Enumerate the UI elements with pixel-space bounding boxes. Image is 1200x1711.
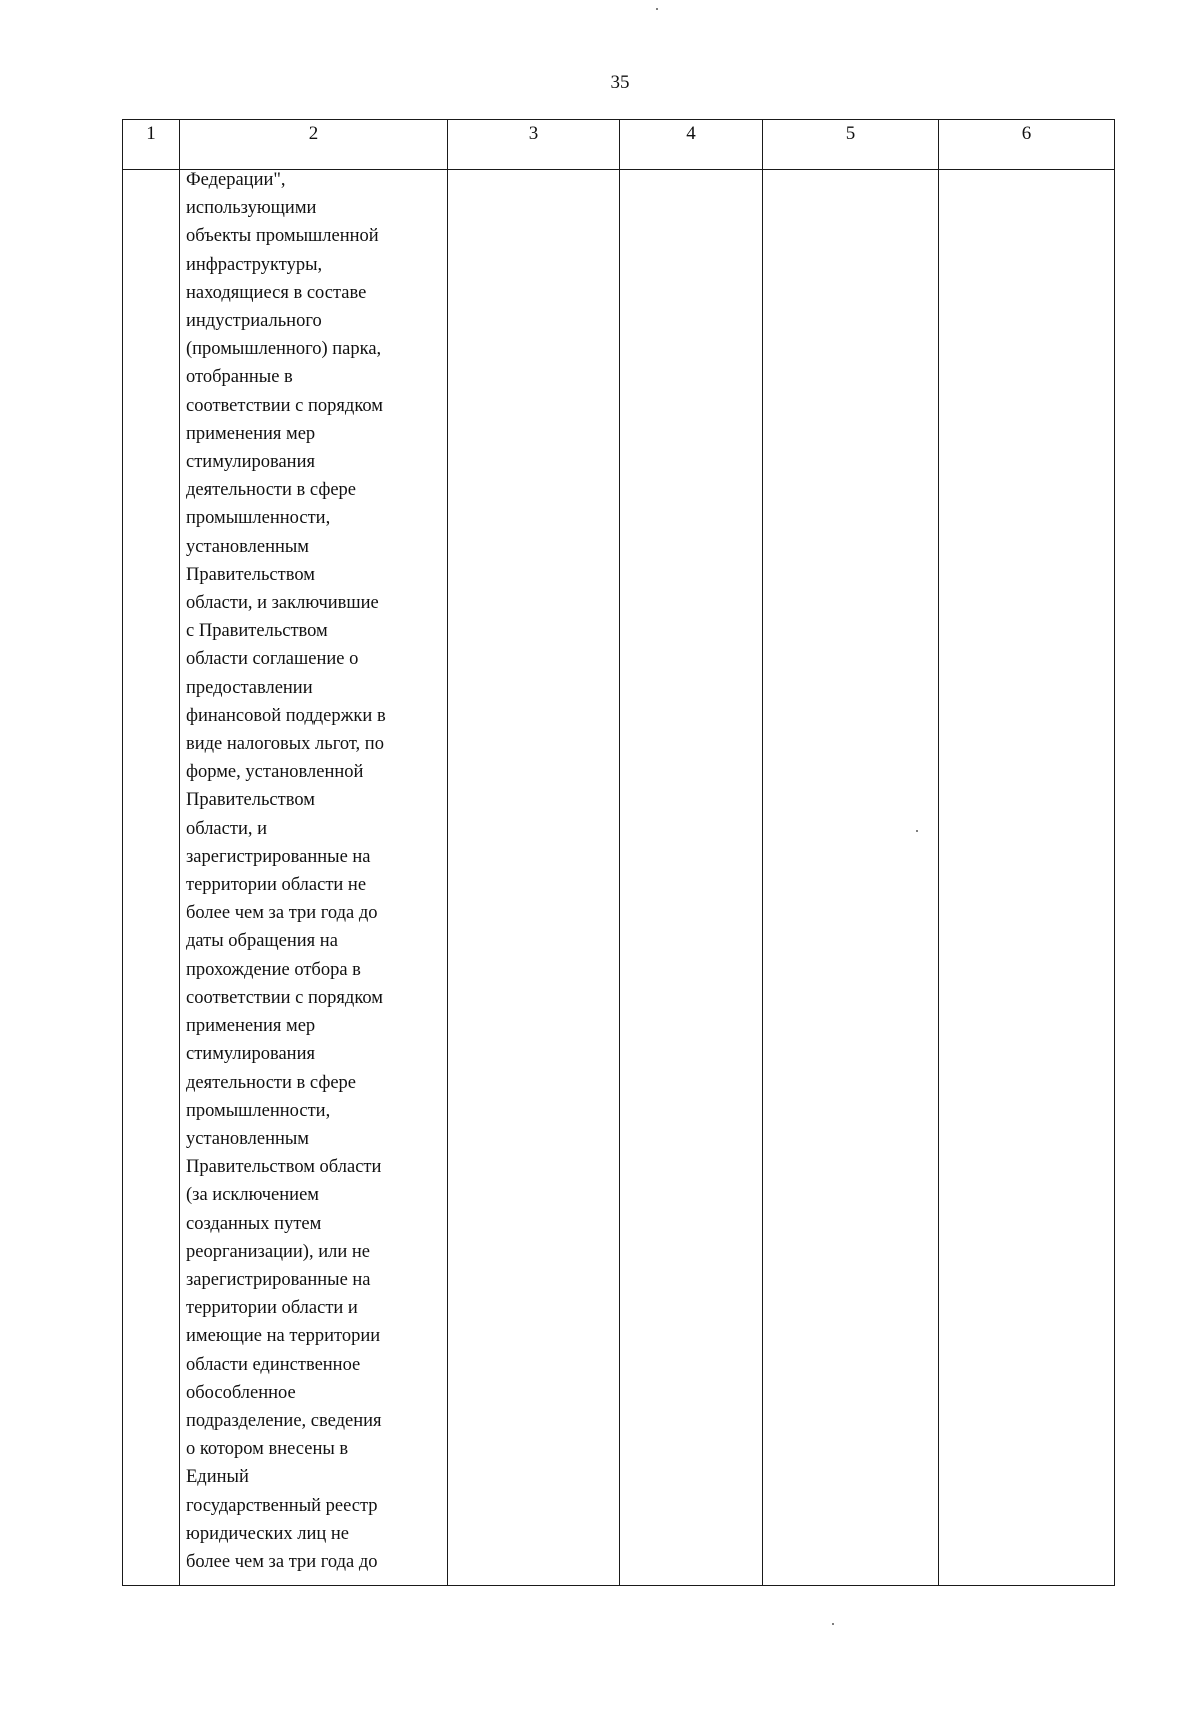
column-header-6: 6 xyxy=(939,120,1115,170)
cell-col-2 xyxy=(180,170,448,1586)
header-row xyxy=(123,120,1115,170)
cell-col-2-line: прохождение отбора в xyxy=(186,959,361,980)
cell-col-2-line: применения мер xyxy=(186,1016,316,1037)
cell-col-2-line: финансовой поддержки в xyxy=(186,705,386,726)
page-number: 35 xyxy=(610,72,630,93)
cell-col-1 xyxy=(123,170,180,1586)
cell-col-2-line: области, и заключившие xyxy=(186,593,379,614)
scan-speck xyxy=(656,8,658,10)
cell-col-2-line: более чем за три года до xyxy=(186,903,378,924)
cell-col-2-line: обособленное xyxy=(186,1382,296,1403)
column-header-1: 1 xyxy=(123,120,180,170)
cell-col-2-line: (промышленного) парка, xyxy=(186,339,382,360)
cell-col-2-line: созданных путем xyxy=(186,1213,322,1234)
column-header-5: 5 xyxy=(763,120,939,170)
scan-speck xyxy=(916,830,918,832)
cell-col-2-line: территории области и xyxy=(186,1298,358,1319)
continuation-table xyxy=(122,119,1115,1586)
cell-col-2-line: юридических лиц не xyxy=(186,1523,350,1544)
cell-col-2-line: предоставлении xyxy=(186,677,313,698)
column-header-3: 3 xyxy=(448,120,620,170)
cell-col-6 xyxy=(939,170,1115,1586)
cell-col-2-line: использующими xyxy=(186,198,317,219)
cell-col-2-line: находящиеся в составе xyxy=(186,282,367,303)
cell-col-2-line: области соглашение о xyxy=(186,649,359,670)
cell-col-2-line: Правительством xyxy=(186,790,315,811)
cell-col-2-line: деятельности в сфере xyxy=(186,1072,356,1093)
cell-col-2-line: Правительством xyxy=(186,564,315,585)
cell-col-2-line: подразделение, сведения xyxy=(186,1410,382,1431)
cell-col-4 xyxy=(620,170,763,1586)
cell-col-2-text xyxy=(180,166,447,1576)
cell-col-2-line: форме, установленной xyxy=(186,762,364,783)
cell-col-2-line: установленным xyxy=(186,536,310,557)
cell-col-2-line: соответствии с порядком xyxy=(186,395,383,416)
cell-col-2-line: объекты промышленной xyxy=(186,226,379,247)
cell-col-2-line: индустриального xyxy=(186,311,322,332)
cell-col-2-line: области единственное xyxy=(186,1354,361,1375)
cell-col-2-line: территории области не xyxy=(186,875,367,896)
cell-col-2-line: (за исключением xyxy=(186,1185,319,1206)
cell-col-2-line: стимулирования xyxy=(186,1044,315,1065)
table-row xyxy=(123,170,1115,1586)
cell-col-2-line: установленным xyxy=(186,1128,310,1149)
column-header-2: 2 xyxy=(180,120,448,170)
cell-col-2-line: применения мер xyxy=(186,423,316,444)
cell-col-2-line: зарегистрированные на xyxy=(186,846,371,867)
cell-col-2-line: инфраструктуры, xyxy=(186,254,323,275)
cell-col-2-line: виде налоговых льгот, по xyxy=(186,734,384,755)
cell-col-2-line: с Правительством xyxy=(186,621,328,642)
column-header-4: 4 xyxy=(620,120,763,170)
cell-col-2-line: зарегистрированные на xyxy=(186,1269,371,1290)
cell-col-2-line: Единый xyxy=(186,1467,249,1488)
cell-col-2-line: стимулирования xyxy=(186,452,315,473)
cell-col-2-line: Правительством области xyxy=(186,1157,382,1178)
cell-col-2-line: Федерации", xyxy=(186,170,286,190)
cell-col-2-line: соответствии с порядком xyxy=(186,987,383,1008)
cell-col-2-line: деятельности в сфере xyxy=(186,480,356,501)
cell-col-2-line: имеющие на территории xyxy=(186,1326,381,1347)
cell-col-2-line: даты обращения на xyxy=(186,931,338,952)
cell-col-2-line: промышленности, xyxy=(186,1100,331,1121)
cell-col-2-line: отобранные в xyxy=(186,367,293,388)
cell-col-2-line: о котором внесены в xyxy=(186,1439,349,1460)
cell-col-2-line: реорганизации), или не xyxy=(186,1241,370,1262)
scan-speck xyxy=(832,1623,834,1625)
cell-col-2-line: более чем за три года до xyxy=(186,1551,378,1572)
cell-col-3 xyxy=(448,170,620,1586)
cell-col-2-line: государственный реестр xyxy=(186,1495,378,1516)
cell-col-2-line: области, и xyxy=(186,818,267,839)
cell-col-5 xyxy=(763,170,939,1586)
cell-col-2-line: промышленности, xyxy=(186,508,331,529)
